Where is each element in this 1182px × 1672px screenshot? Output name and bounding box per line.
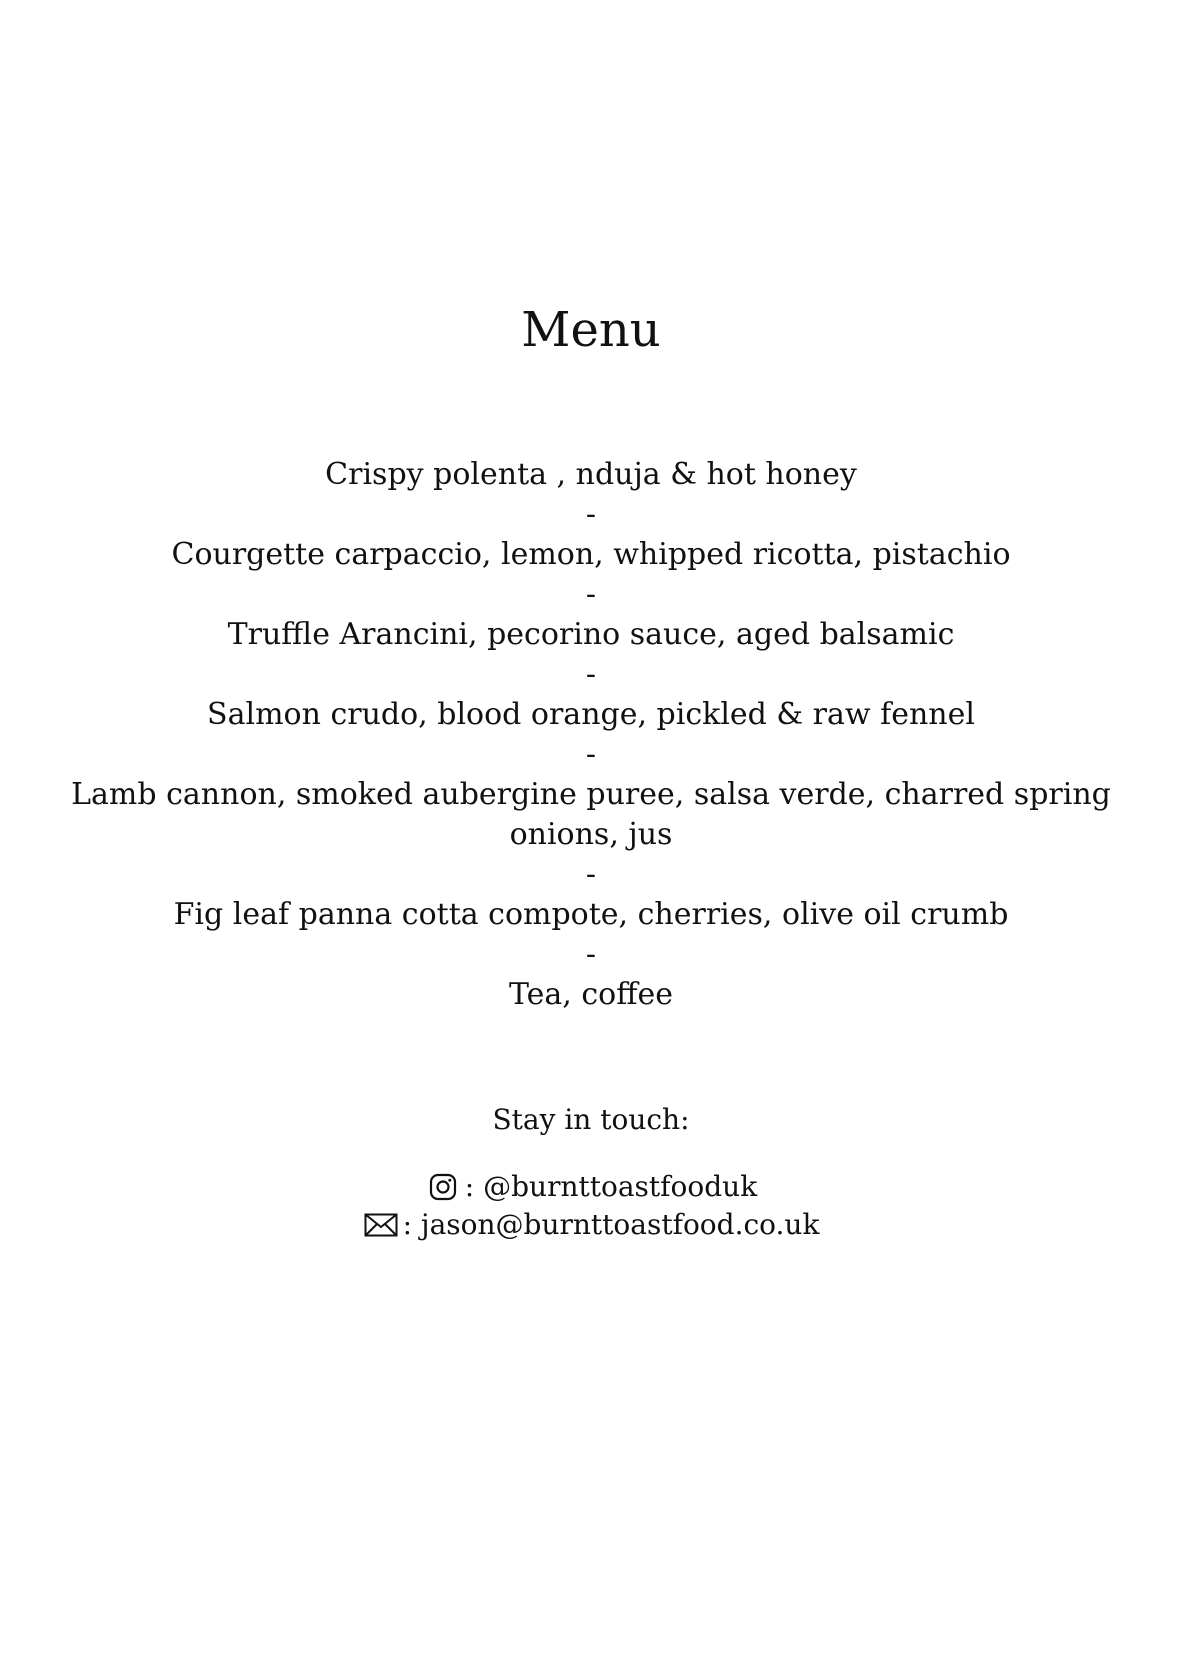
menu-separator: - [585, 577, 597, 612]
menu-item: Truffle Arancini, pecorino sauce, aged balsamic [227, 617, 955, 652]
instagram-handle[interactable]: : @burnttoastfooduk [464, 1170, 758, 1203]
menu-separator: - [585, 857, 597, 892]
menu-item: Salmon crudo, blood orange, pickled & raw fennel [207, 697, 975, 732]
page-title: Menu [521, 302, 661, 358]
menu-separator: - [585, 657, 597, 692]
menu-item: Lamb cannon, smoked aubergine puree, salsa verde, charred spring onions, jus [71, 777, 1111, 852]
mail-icon [363, 1209, 399, 1241]
menu-list [60, 455, 1122, 1015]
contact-heading: Stay in touch: [492, 1103, 690, 1136]
menu-item: Fig leaf panna cotta compote, cherries, olive oil crumb [173, 897, 1009, 932]
menu-separator: - [585, 737, 597, 772]
menu-separator: - [585, 937, 597, 972]
contact-section [0, 1100, 1182, 1244]
email-line [0, 1206, 1182, 1244]
instagram-line [0, 1168, 1182, 1206]
menu-item: Crispy polenta , nduja & hot honey [325, 457, 857, 492]
menu-item: Courgette carpaccio, lemon, whipped ricotta, pistachio [171, 537, 1011, 572]
menu-separator: - [585, 497, 597, 532]
instagram-icon [425, 1171, 461, 1203]
email-address[interactable]: : jason@burnttoastfood.co.uk [402, 1208, 820, 1241]
menu-item: Tea, coffee [508, 977, 674, 1012]
